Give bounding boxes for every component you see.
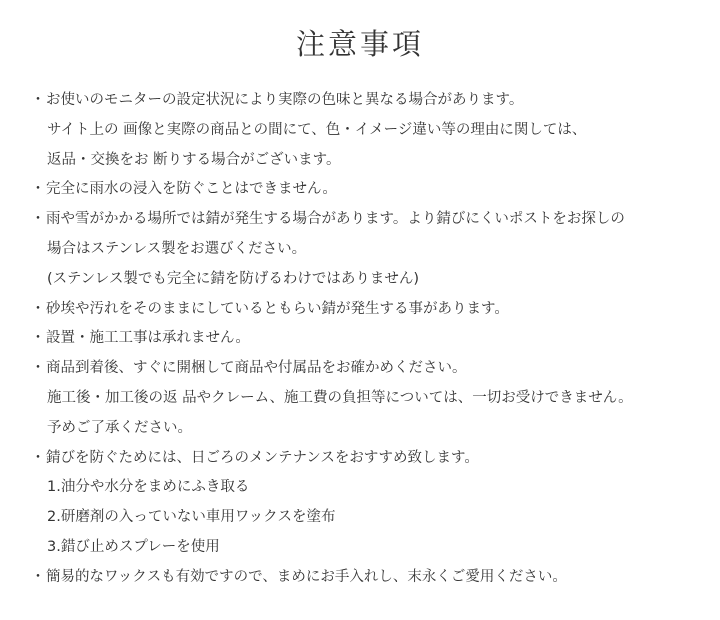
bullet-mark: ・ <box>30 568 46 585</box>
bullet-mark: ・ <box>30 211 46 228</box>
notice-item <box>0 354 720 384</box>
bullet-mark: ・ <box>30 300 46 317</box>
notice-text: 錆びを防ぐためには、日ごろのメンテナンスをおすすめ致します。 <box>46 449 479 466</box>
notice-continuation <box>0 235 720 265</box>
notice-item <box>0 175 720 205</box>
notice-text: 商品到着後、すぐに開梱して商品や付属品をお確かめください。 <box>46 360 467 377</box>
notice-text: 返品・交換をお 断りする場合がございます。 <box>47 151 341 168</box>
notice-text: 3.錯び止めスプレーを使用 <box>47 538 220 555</box>
notice-continuation <box>0 146 720 176</box>
bullet-mark: ・ <box>30 181 46 198</box>
notice-continuation <box>0 414 720 444</box>
maintenance-step <box>0 473 720 503</box>
notice-text: サイト上の 画像と実際の商品との間にて、色・イメージ違い等の理由に関しては、 <box>47 121 587 138</box>
notice-text: (ステンレス製でも完全に錆を防げるわけではありません) <box>47 270 419 287</box>
notice-text: 簡易的なワックスも有効ですので、まめにお手入れし、末永くご愛用ください。 <box>46 568 567 585</box>
notice-item <box>0 563 720 593</box>
bullet-mark: ・ <box>30 92 46 108</box>
notice-text: 砂埃や汚れをそのままにしているともらい錆が発生する事があります。 <box>46 300 509 317</box>
notice-text: 2.研磨剤の入っていない車用ワックスを塗布 <box>47 509 336 526</box>
notice-continuation <box>0 384 720 414</box>
notice-item <box>0 86 720 116</box>
maintenance-step <box>0 503 720 533</box>
notice-text: 場合はステンレス製をお選びください。 <box>47 240 307 257</box>
maintenance-step <box>0 533 720 563</box>
notice-item <box>0 295 720 325</box>
notice-text: 1.油分や水分をまめにふき取る <box>47 479 250 496</box>
bullet-mark: ・ <box>30 330 46 347</box>
bullet-mark: ・ <box>30 449 46 466</box>
notice-item <box>0 205 720 235</box>
notice-text: 雨や雪がかかる場所では錆が発生する場合があります。より錆びにくいポストをお探しの <box>46 211 625 228</box>
notice-text: 施工後・加工後の返 品やクレーム、施工費の負担等については、一切お受けできません。 <box>47 389 633 406</box>
notice-item <box>0 324 720 354</box>
notice-text: お使いのモニターの設定状況により実際の色味と異なる場合があります。 <box>46 92 524 108</box>
notice-text: 完全に雨水の浸入を防ぐことはできません。 <box>46 181 337 198</box>
notice-text: 予めご了承ください。 <box>47 419 192 436</box>
notice-item <box>0 444 720 474</box>
bullet-mark: ・ <box>30 360 46 377</box>
notice-list <box>0 86 720 593</box>
page-title: 注意事項 <box>295 27 424 61</box>
notice-continuation <box>0 116 720 146</box>
notice-text: 設置・施工工事は承れません。 <box>46 330 250 347</box>
notice-continuation <box>0 265 720 295</box>
